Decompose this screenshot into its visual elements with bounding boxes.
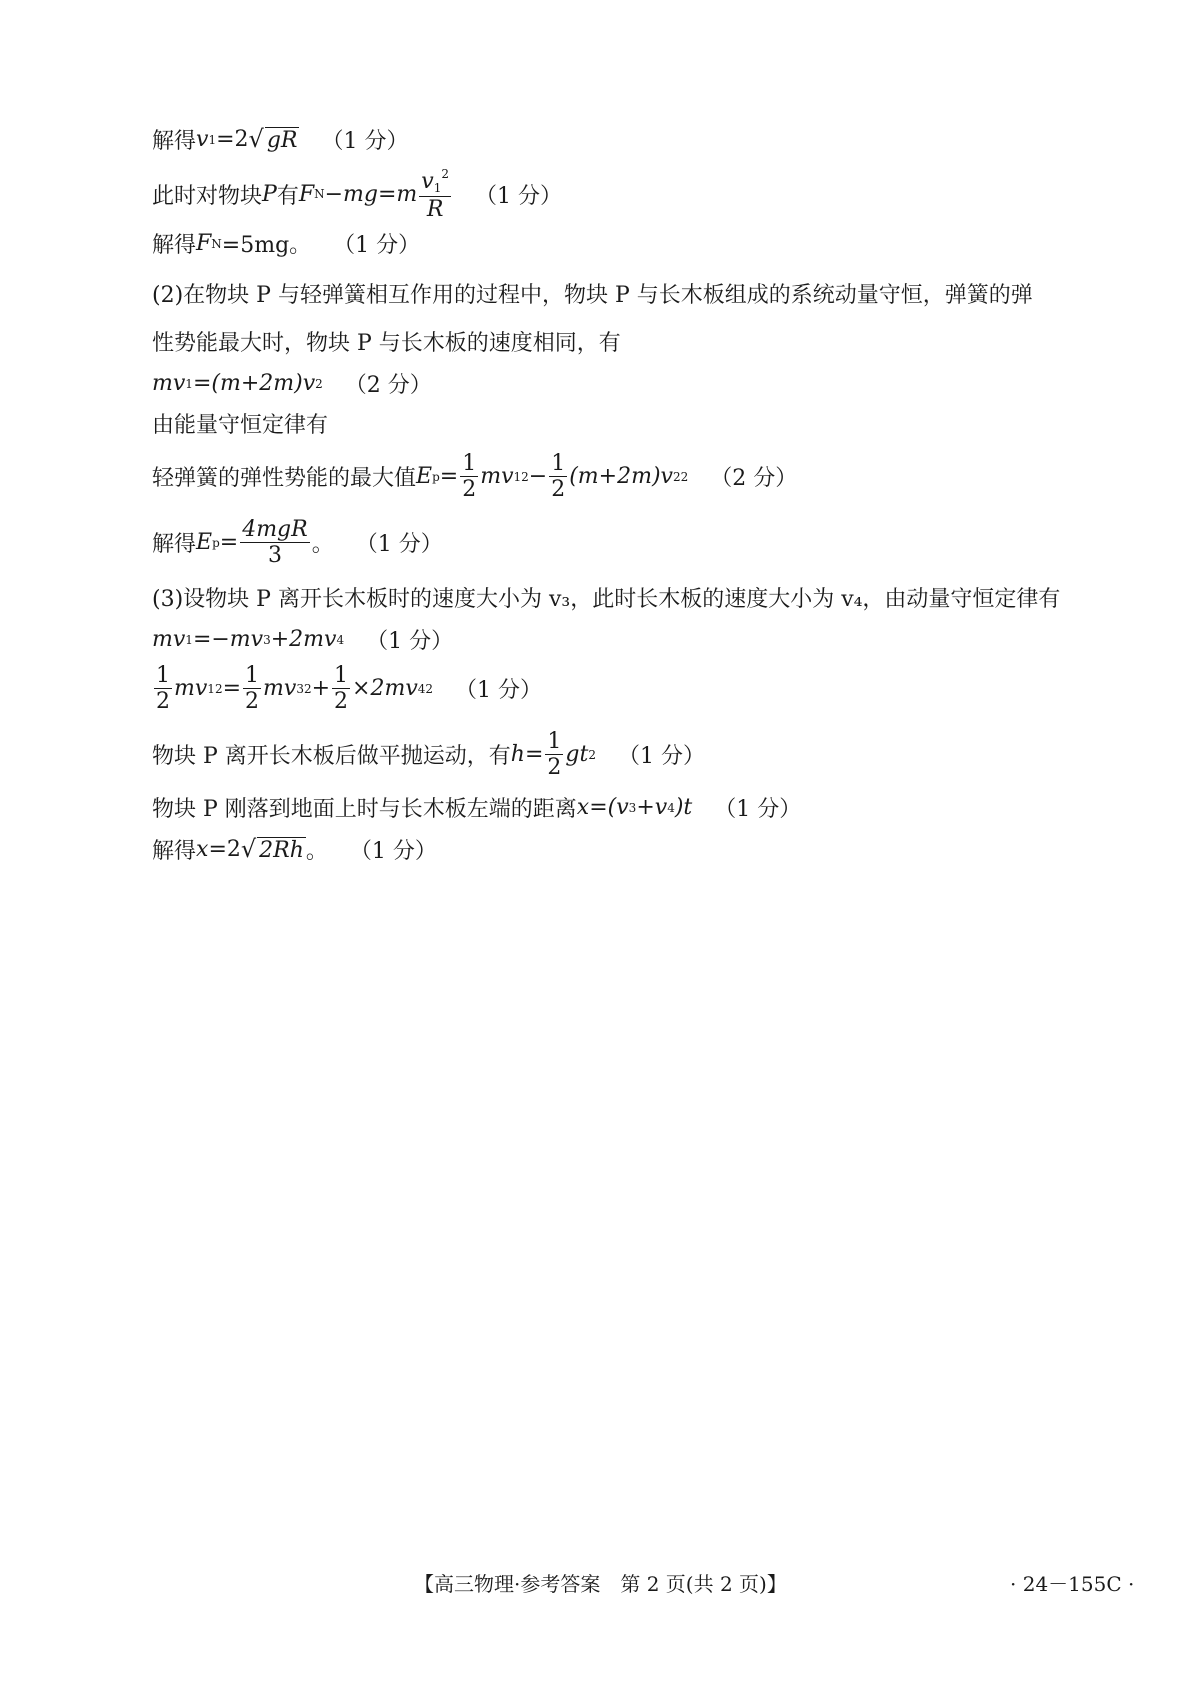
expr: mv	[174, 676, 208, 702]
var: x	[196, 837, 209, 862]
sqrt: √ 2Rh	[240, 834, 304, 863]
subscript: 4	[336, 632, 345, 647]
superscript: 2	[425, 681, 434, 696]
expr: mv	[263, 676, 297, 702]
text: =	[524, 742, 544, 768]
score: （1 分）	[355, 532, 443, 558]
var: x	[576, 795, 590, 820]
subscript: 1	[207, 681, 215, 696]
denominator: 3	[267, 543, 282, 569]
subscript: 4	[667, 800, 675, 815]
var: E	[196, 530, 213, 556]
var: F	[298, 181, 315, 207]
answer-line-13	[152, 730, 705, 779]
superscript: 2	[303, 681, 312, 696]
superscript: 2	[441, 167, 450, 181]
numerator: 4mgR	[242, 517, 308, 542]
expr: +2mv	[270, 627, 337, 652]
text: =	[222, 676, 242, 702]
expr: )t	[674, 795, 693, 820]
var: F	[196, 231, 212, 256]
answer-line-12	[152, 664, 542, 713]
expr: mv	[480, 464, 514, 490]
subscript: 4	[417, 681, 426, 696]
expr: gt	[565, 742, 589, 768]
expr: mv	[152, 371, 186, 396]
text: 解得	[152, 532, 197, 558]
score: （1 分）	[475, 183, 563, 209]
superscript: 2	[588, 747, 596, 762]
answer-line-4	[152, 278, 1033, 309]
text: (3)设物块 P 离开长木板时的速度大小为 v₃，此时长木板的速度大小为 v₄，由动量守恒定律有	[152, 587, 1061, 612]
answer-line-15	[152, 834, 437, 865]
text: 。	[311, 532, 334, 558]
answer-line-7	[152, 408, 328, 439]
sqrt: √ gR	[248, 124, 298, 153]
superscript: 2	[521, 469, 529, 484]
denominator: 2	[156, 689, 170, 715]
var: E	[416, 464, 433, 490]
footer-code: · 24－155C ·	[1010, 1572, 1135, 1596]
score: （1 分）	[349, 839, 437, 864]
fraction	[545, 730, 563, 779]
answer-line-14	[152, 792, 801, 823]
score: （1 分）	[714, 797, 802, 822]
footer-title: 【高三物理·参考答案 第 2 页(共 2 页)】	[414, 1572, 787, 1596]
text: 轻弹簧的弹性势能的最大值	[152, 466, 417, 492]
subscript: 3	[263, 632, 271, 647]
text: +	[311, 676, 331, 702]
subscript: p	[212, 535, 220, 550]
denominator: 2	[334, 689, 349, 715]
var: v	[196, 127, 209, 152]
subscript: 2	[315, 376, 323, 391]
text: 解得	[152, 233, 197, 258]
fraction	[154, 664, 172, 713]
subscript: 1	[433, 181, 442, 195]
expr: =5mg。	[221, 233, 312, 258]
subscript: 1	[513, 469, 522, 484]
answer-line-3	[152, 228, 420, 259]
subscript: 3	[296, 681, 304, 696]
score: （1 分）	[617, 744, 705, 770]
numerator: 1	[462, 451, 477, 476]
text: =	[439, 464, 459, 490]
subscript: 3	[628, 800, 637, 815]
answer-line-1	[152, 124, 408, 155]
expr: +v	[636, 795, 668, 820]
text: (2)在物块 P 与轻弹簧相互作用的过程中，物块 P 与长木板组成的系统动量守恒，弹簧的弹	[152, 283, 1033, 308]
score: （1 分）	[333, 233, 421, 258]
subscript: 1	[185, 632, 193, 647]
score: （2 分）	[344, 373, 432, 398]
text: 物块 P 刚落到地面上时与长木板左端的距离	[152, 797, 577, 822]
expr: mv	[152, 627, 186, 652]
subscript: N	[314, 187, 325, 202]
expr: −mg=m	[324, 181, 418, 207]
text: 解得	[152, 129, 197, 154]
subscript: N	[211, 236, 222, 251]
answer-line-9	[152, 518, 443, 567]
answer-line-5	[152, 326, 621, 357]
answer-line-8	[152, 452, 797, 501]
fraction	[240, 518, 310, 567]
numerator: 1	[547, 729, 562, 754]
denominator: 2	[547, 755, 562, 781]
text: 由能量守恒定律有	[152, 413, 329, 438]
text: −	[528, 464, 548, 490]
text: 性势能最大时，物块 P 与长木板的速度相同，有	[152, 331, 621, 356]
var: h	[510, 742, 525, 768]
numerator: 1	[245, 663, 260, 688]
answer-line-11	[152, 624, 453, 655]
subscript: p	[432, 469, 440, 484]
expr: ×2mv	[352, 676, 418, 702]
score: （1 分）	[455, 678, 543, 704]
subscript: 1	[185, 376, 193, 391]
radicand: gR	[266, 127, 298, 153]
fraction	[549, 452, 567, 501]
text: 。	[305, 839, 328, 864]
text: 有	[276, 183, 299, 209]
fraction	[460, 452, 478, 501]
text: 物块 P 离开长木板后做平抛运动，有	[152, 744, 511, 770]
score: （1 分）	[321, 129, 409, 154]
radicand: 2Rh	[259, 837, 304, 863]
numerator: 1	[551, 451, 566, 476]
score: （2 分）	[710, 466, 798, 492]
expr: =(m+2m)v	[192, 371, 316, 396]
denominator: 2	[245, 689, 260, 715]
text: =2	[216, 127, 249, 152]
fraction	[243, 664, 261, 713]
expr: =(v	[589, 795, 629, 820]
expr: =−mv	[192, 627, 264, 652]
answer-line-10	[152, 582, 1060, 613]
denominator: 2	[551, 477, 566, 503]
expr: (m+2m)v	[569, 464, 673, 490]
numerator: 1	[156, 663, 170, 688]
text: 此时对物块	[152, 183, 263, 209]
text: =	[219, 530, 239, 556]
fraction	[332, 664, 350, 713]
fraction	[419, 168, 451, 221]
denominator: 2	[462, 477, 477, 503]
var: v	[421, 169, 434, 194]
var: P	[262, 181, 277, 207]
answer-line-2	[152, 168, 562, 221]
numerator: 1	[334, 663, 349, 688]
subscript: 1	[208, 132, 217, 147]
subscript: 2	[672, 469, 681, 484]
denominator: R	[426, 196, 444, 222]
text: =2	[208, 837, 241, 862]
answer-line-6	[152, 368, 432, 399]
score: （1 分）	[366, 629, 454, 654]
superscript: 2	[680, 469, 689, 484]
superscript: 2	[214, 681, 223, 696]
text: 解得	[152, 839, 197, 864]
